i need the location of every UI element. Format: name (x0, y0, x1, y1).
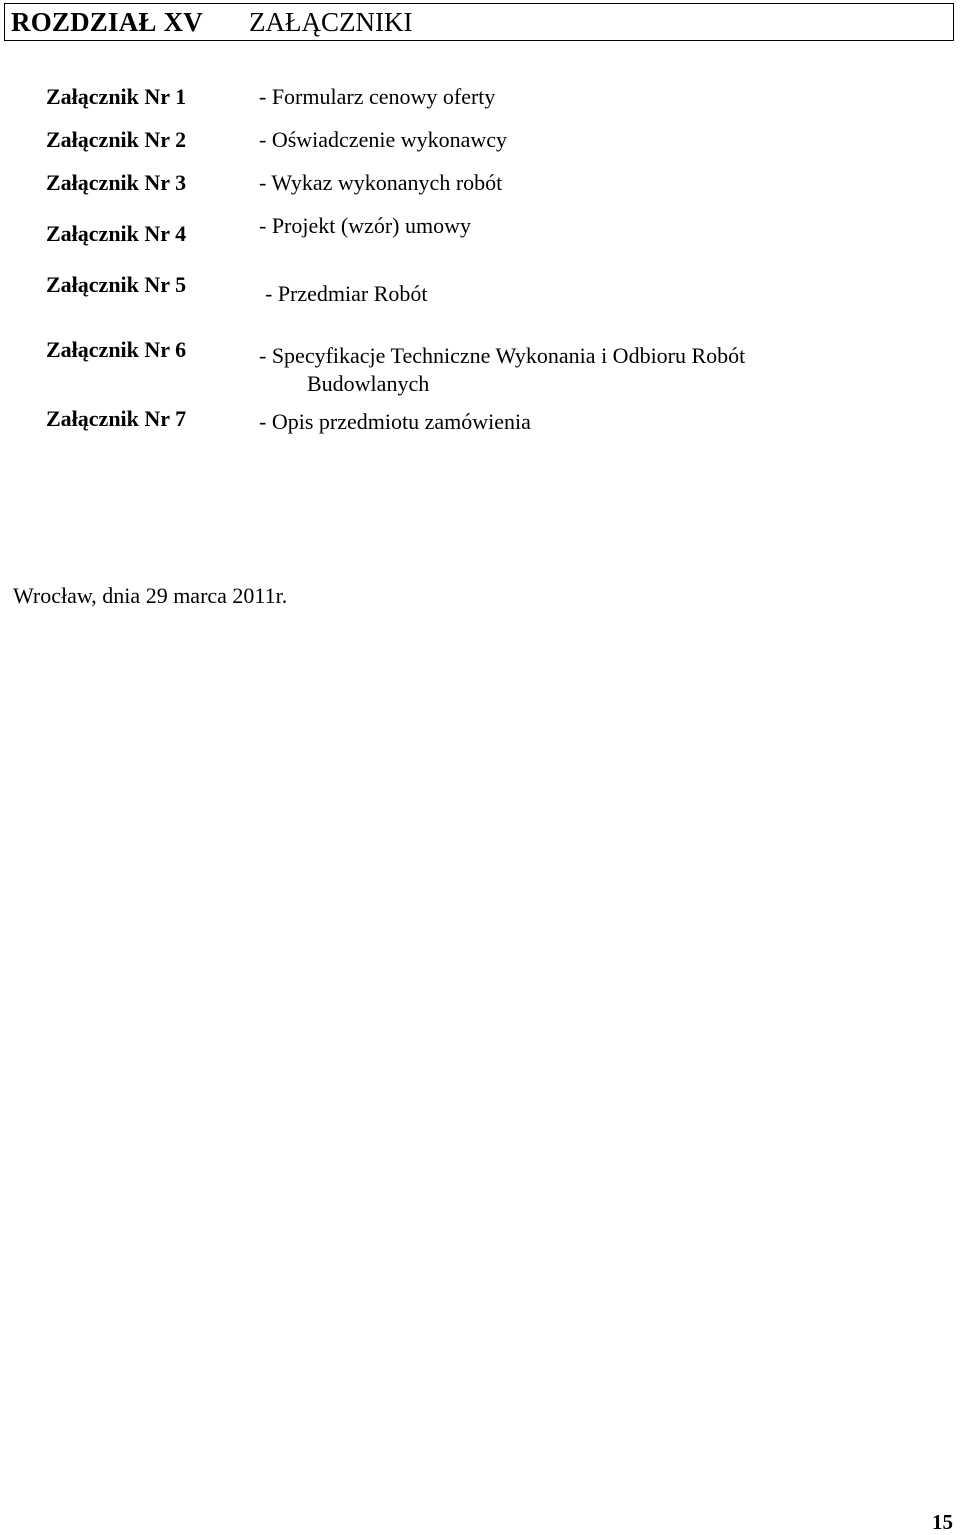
attachment-description-3: - Wykaz wykonanych robót (259, 170, 503, 195)
attachment-label-2: Załącznik Nr 2 (46, 127, 187, 152)
page-number: 15 (932, 1510, 953, 1534)
attachment-label-6: Załącznik Nr 6 (46, 337, 187, 362)
attachment-label-7: Załącznik Nr 7 (46, 406, 187, 431)
attachment-description-7: - Opis przedmiotu zamówienia (259, 409, 531, 434)
attachment-label-1: Załącznik Nr 1 (46, 84, 187, 109)
place-and-date: Wrocław, dnia 29 marca 2011r. (13, 583, 288, 608)
attachment-label-3: Załącznik Nr 3 (46, 170, 187, 195)
attachment-description-6: - Specyfikacje Techniczne Wykonania i Odbioru Robót (259, 343, 746, 368)
chapter-title: ZAŁĄCZNIKI (249, 7, 413, 37)
attachment-description-4: - Projekt (wzór) umowy (259, 213, 472, 238)
attachment-description-2: - Oświadczenie wykonawcy (259, 127, 508, 152)
attachment-label-5: Załącznik Nr 5 (46, 272, 187, 297)
attachment-description-6-continuation: Budowlanych (307, 371, 430, 396)
chapter-number: ROZDZIAŁ XV (11, 7, 203, 37)
attachment-description-1: - Formularz cenowy oferty (259, 84, 496, 109)
chapter-header (4, 3, 954, 41)
attachment-label-4: Załącznik Nr 4 (46, 221, 187, 246)
attachment-description-5: - Przedmiar Robót (265, 281, 428, 306)
